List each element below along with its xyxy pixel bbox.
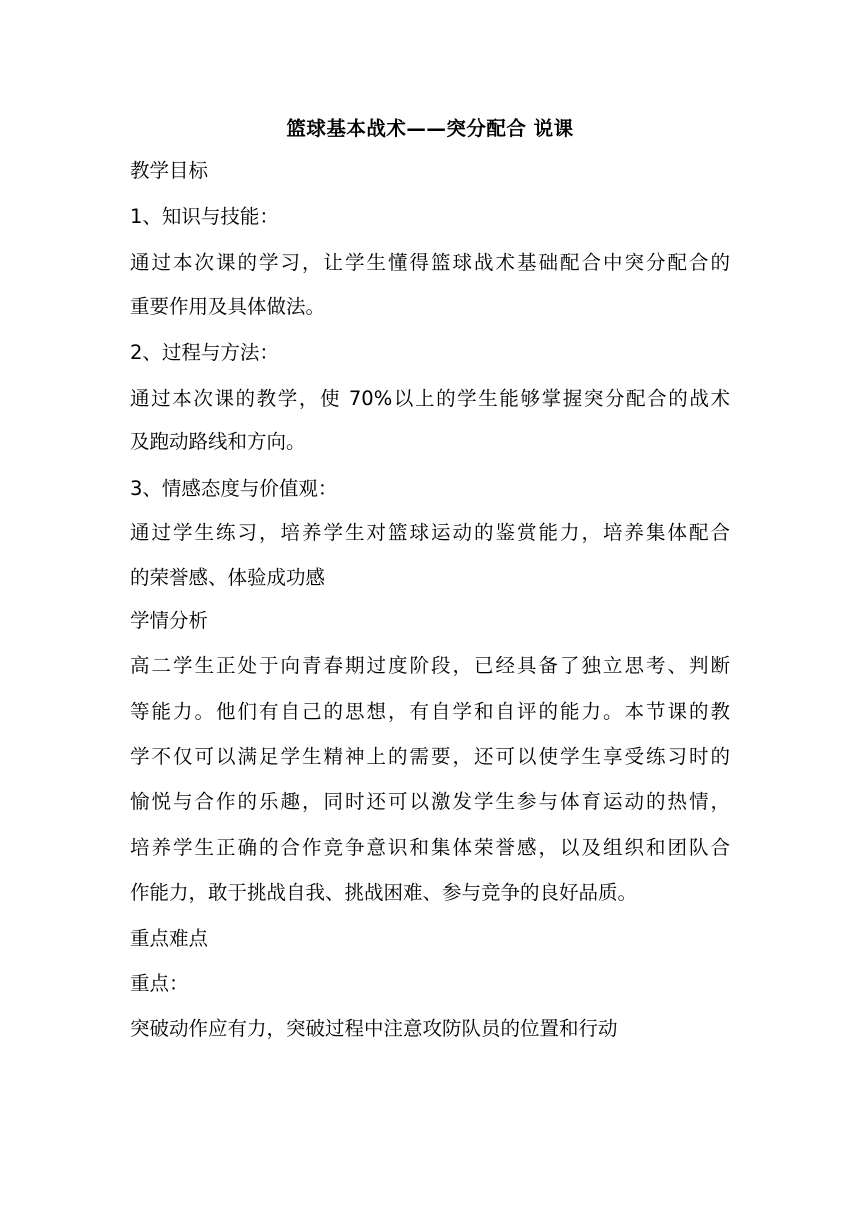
paragraph-line: 通过本次课的教学，使 70%以上的学生能够掌握突分配合的战术 [130, 387, 730, 410]
paragraph-line: 通过学生练习，培养学生对篮球运动的鉴赏能力，培养集体配合 [130, 521, 730, 544]
subheading-key-points: 重点： [130, 972, 189, 995]
section-heading-learner-analysis: 学情分析 [130, 609, 209, 632]
subheading-knowledge-skills: 1、知识与技能： [130, 205, 279, 228]
section-heading-teaching-goals: 教学目标 [130, 159, 209, 182]
paragraph-line: 突破动作应有力，突破过程中注意攻防队员的位置和行动 [130, 1017, 618, 1040]
paragraph-line: 作能力，敢于挑战自我、挑战困难、参与竞争的良好品质。 [130, 881, 638, 904]
paragraph-line: 等能力。他们有自己的思想，有自学和自评的能力。本节课的教 [130, 700, 730, 723]
paragraph-line: 及跑动路线和方向。 [130, 430, 306, 453]
paragraph-line: 愉悦与合作的乐趣，同时还可以激发学生参与体育运动的热情， [130, 790, 730, 813]
paragraph-line: 通过本次课的学习，让学生懂得篮球战术基础配合中突分配合的 [130, 251, 730, 274]
subheading-process-methods: 2、过程与方法： [130, 341, 279, 364]
paragraph-line: 高二学生正处于向青春期过度阶段，已经具备了独立思考、判断 [130, 654, 730, 677]
section-heading-key-difficult-points: 重点难点 [130, 927, 209, 950]
document-title: 篮球基本战术——突分配合 说课 [286, 117, 574, 140]
paragraph-line: 重要作用及具体做法。 [130, 295, 326, 318]
subheading-attitude-values: 3、情感态度与价值观： [130, 477, 338, 500]
paragraph-line: 的荣誉感、体验成功感 [130, 566, 326, 589]
paragraph-line: 培养学生正确的合作竞争意识和集体荣誉感，以及组织和团队合 [130, 836, 730, 859]
paragraph-line: 学不仅可以满足学生精神上的需要，还可以使学生享受练习时的 [130, 745, 730, 768]
